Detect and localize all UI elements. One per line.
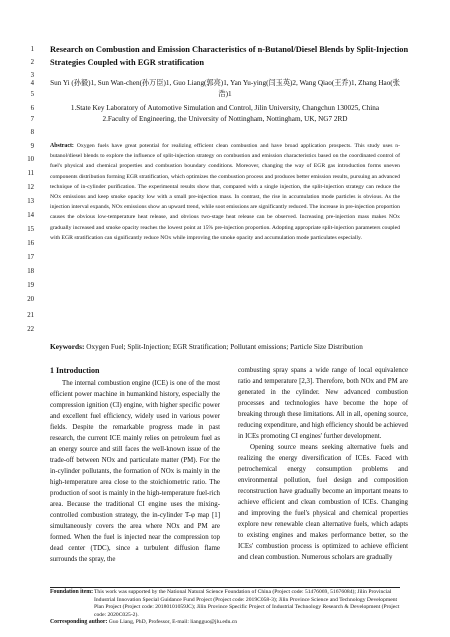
affiliations	[50, 103, 400, 125]
paragraph: The internal combustion engine (ICE) is one of the most efficient power machine in humankind history, especially the compression ignition (CI) engine, with higher specific power and excellent fuel efficiency, widely used in various power fields. Despite the remarkable progress made in past research, the current ICE mainly relies on petroleum fuel as an energy source and still faces the well-known issue of the trade-off between NOx and particulate matter (PM). For the in-cylinder pollutants, the formation of NOx is mainly in the high-temperature area close to the stoichiometric ratio. The production of soot is mainly in the high-temperature fuel-rich area. Because the traditional CI engine uses the mixing-controlled combustion strategy, the in-cylinder T-φ map [1] simultaneously covers the area where NOx and PM are formed. When the fuel is injected near the compression top dead center (TDC), since a turbulent diffusion flame surrounds the spray, the	[50, 380, 220, 563]
line-number: 14	[27, 212, 34, 219]
corresponding-author	[50, 619, 400, 627]
section-heading: 1 Introduction	[50, 366, 100, 375]
corresponding-label: Corresponding author:	[50, 619, 108, 626]
line-number: 12	[27, 184, 34, 191]
corresponding-text: Guo Liang, PhD, Professor, E-mail: liangguo@jlu.edu.cn	[108, 619, 238, 626]
abstract	[50, 141, 400, 243]
keywords-label: Keywords:	[50, 342, 85, 351]
abstract-text: Oxygen fuels have great potential for realizing efficient clean combustion and have broad application prospects. This study uses n-butanol/diesel blends to explore the influence of split-injection strategy on combustion and emission characteristics based on the coordinated control of fuel's physical and chemical properties and combustion boundary conditions. Moreover, changing the way of EGR gas introduction forms uneven components distribution forming EGR stratification, which optimizes the combustion process and produces better emission results, pursuing an advanced technique of in-cylinder purification. The experimental results show that, compared with a single injection, the split-injection strategy can reduce the NOx emissions and keep smoke opacity low with a small pre-injection mass. In contrast, the rise in accumulation mode particles is obvious. As the injection interval expands, NOx emissions show an upward trend, while soot emissions are significantly reduced. The increase in pre-injection proportion causes the obvious low-temperature heat release, and obvious two-stage heat release can be observed. Increasing pre-injection mass makes NOx gradually increased and smoke opacity reaches the lowest point at 15% pre-injection proportion. Adopting appropriate split-injection parameters coupled with EGR stratification can significantly reduce NOx while improving the smoke opacity and accumulation mode particulates especially.	[50, 143, 400, 241]
footnote-divider	[50, 587, 400, 588]
line-number: 6	[30, 105, 34, 112]
line-number: 8	[30, 129, 34, 136]
line-number: 1	[30, 46, 34, 53]
line-number: 3	[30, 72, 34, 79]
paragraph: combusting spray spans a wide range of local equivalence ratio and temperature [2,3]. Therefore, both NOx and PM are generated in the cylinder. New advanced combustion processes and technologies have become the hope of breaking through these limitations. All in all, opening source, reducing expenditure, and high efficiency should be achieved in ICEs promoting CI engines' further development.	[238, 367, 408, 440]
paragraph: Opening source means seeking alternative fuels and realizing the energy diversification of ICEs. Faced with petrochemical energy consumption problems and environmental pollution, fuel design and composition reconstruction have gradually become an important means to achieve efficient and clean combustion of ICEs. Changing and improving the fuel's physical and chemical properties explore new renewable clean alternative fuels, which adapts to existing engines and makes performance better, so the ICEs' combustion process is optimized to achieve efficient and clean combustion. Numerous scholars are gradually	[238, 444, 408, 561]
line-number: 4	[30, 80, 34, 87]
paper-title: Research on Combustion and Emission Characteristics of n-Butanol/Diesel Blends by Split-Injection Strategies Coupled with EGR stratification	[50, 45, 409, 67]
line-number: 19	[27, 282, 34, 289]
abstract-label: Abstract:	[50, 143, 74, 149]
right-column	[238, 365, 408, 563]
line-number: 20	[27, 296, 34, 303]
line-number: 7	[30, 116, 34, 123]
author-list: Sun Yi (孙毅)1, Sun Wan-chen(孙万臣)1, Guo Liang(郭亮)1, Yan Yu-ying(闫玉英)2, Wang Qiao(王乔)1, Zhang Hao(张浩)1	[50, 79, 400, 98]
line-number: 22	[27, 326, 34, 333]
line-number: 5	[30, 91, 34, 98]
foundation-text: This work was supported by the National Natural Science Foundation of China (Project code: 51476069, 51676084); Jilin Provincial Industrial Innovation Special Guidance Fund Project (Project code: 2019C058-3); Jilin Province Science and Technology Development Plan Project (Project code: 20180101059JC); Jilin Province Specific Project of Industrial Technology Research & Development (Project code: 2020C025-2).	[94, 589, 400, 618]
line-number: 21	[27, 312, 34, 319]
line-number: 9	[30, 143, 34, 150]
line-number: 13	[27, 198, 34, 205]
affiliation-1: 1.State Key Laboratory of Automotive Simulation and Control, Jilin University, Changchun 130025, China	[70, 104, 380, 112]
keywords-text: Oxygen Fuel; Split-Injection; EGR Stratification; Pollutant emissions; Particle Size Distribution	[86, 343, 363, 351]
left-column	[50, 365, 220, 565]
line-number: 10	[27, 156, 34, 163]
line-number: 2	[30, 59, 34, 66]
affiliation-2: 2.Faculty of Engineering, the University of Nottingham, Nottingham, UK, NG7 2RD	[102, 115, 348, 123]
footnotes	[50, 589, 400, 627]
foundation-item	[50, 589, 400, 619]
keywords	[50, 342, 400, 352]
line-number: 18	[27, 268, 34, 275]
line-number: 17	[27, 254, 34, 261]
foundation-label: Foundation item:	[50, 589, 93, 595]
line-number: 15	[27, 226, 34, 233]
line-number: 16	[27, 240, 34, 247]
line-number: 11	[27, 170, 34, 177]
